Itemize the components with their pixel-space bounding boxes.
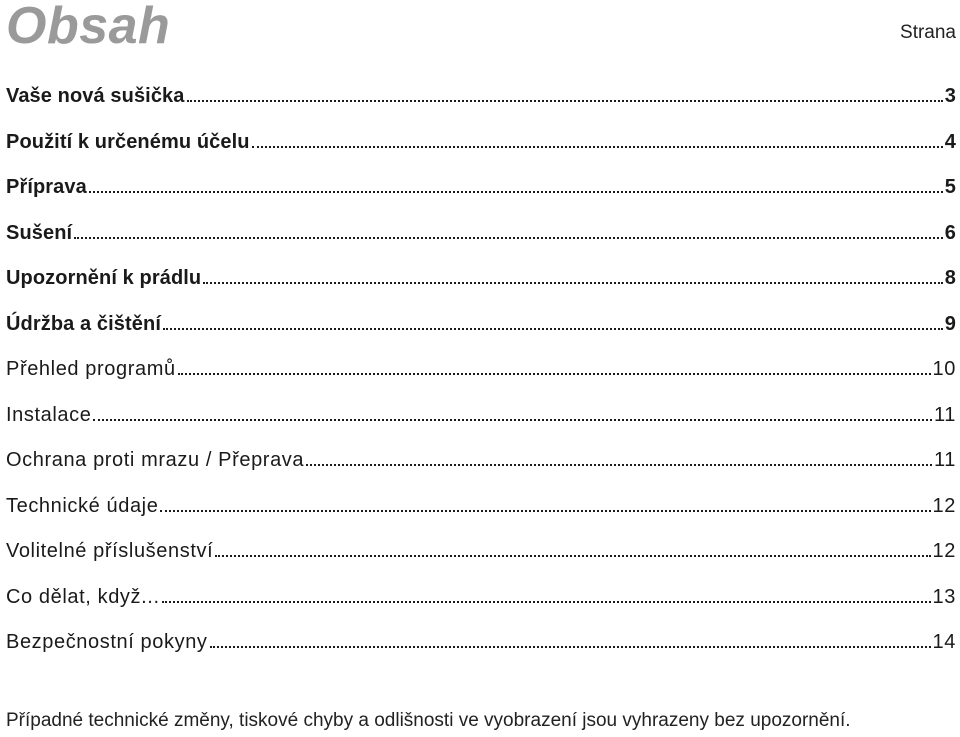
- toc-entry-label: Údržba a čištění: [6, 312, 161, 335]
- toc-dot-leader: [74, 236, 943, 239]
- toc-entry-page-number: 13: [932, 585, 956, 608]
- toc-entry[interactable]: [6, 581, 956, 627]
- toc-entry-page-number: 10: [932, 358, 956, 380]
- toc-entry[interactable]: [6, 171, 956, 217]
- toc-entry-page-number: 12: [932, 494, 956, 517]
- toc-entry-label: Instalace: [6, 403, 92, 426]
- toc-entry-label: Příprava: [6, 176, 87, 198]
- toc-entry-label: Upozornění k prádlu: [6, 267, 202, 289]
- toc-entry-page-number: 3: [944, 85, 956, 107]
- toc-entry-page-number: 12: [932, 540, 956, 562]
- toc-dot-leader: [215, 554, 930, 557]
- toc-dot-leader: [163, 327, 943, 330]
- toc-entry-label: Volitelné příslušenství: [6, 540, 214, 562]
- toc-entry-label: Ochrana proti mrazu / Přeprava: [6, 449, 305, 471]
- toc-dot-leader: [93, 418, 932, 421]
- toc-entry[interactable]: [6, 353, 956, 399]
- toc-dot-leader: [187, 99, 943, 102]
- disclaimer-note: Případné technické změny, tiskové chyby a odlišnosti ve vyobrazení jsou vyhrazeny bez upozornění.: [6, 710, 851, 731]
- toc-entry-label: Přehled programů: [6, 358, 176, 380]
- toc-entry-page-number: 9: [944, 312, 956, 335]
- toc-entry-page-number: 6: [944, 221, 956, 244]
- toc-entry-page-number: 8: [944, 267, 956, 289]
- toc-entry-page-number: 5: [944, 176, 956, 198]
- toc-dot-leader: [162, 600, 931, 603]
- toc-entry[interactable]: [6, 444, 956, 490]
- table-of-contents: [6, 80, 956, 672]
- toc-entry-label: Co dělat, když...: [6, 585, 160, 608]
- toc-entry[interactable]: [6, 217, 956, 263]
- toc-entry[interactable]: [6, 535, 956, 581]
- toc-entry[interactable]: [6, 126, 956, 172]
- toc-entry-label: Sušení: [6, 221, 73, 244]
- toc-entry-page-number: 11: [934, 403, 956, 426]
- toc-entry[interactable]: [6, 80, 956, 126]
- toc-entry-label: Použití k určenému účelu: [6, 130, 250, 153]
- toc-entry[interactable]: [6, 308, 956, 354]
- toc-dot-leader: [252, 145, 943, 148]
- page-column-label: Strana: [900, 22, 956, 43]
- toc-entry[interactable]: [6, 626, 956, 672]
- toc-dot-leader: [178, 372, 931, 375]
- toc-entry-page-number: 4: [944, 130, 956, 153]
- toc-entry-page-number: 11: [934, 449, 956, 471]
- toc-dot-leader: [306, 463, 932, 466]
- toc-entry-page-number: 14: [932, 631, 956, 653]
- toc-dot-leader: [89, 190, 943, 193]
- toc-dot-leader: [203, 281, 943, 284]
- toc-entry[interactable]: [6, 490, 956, 536]
- toc-dot-leader: [160, 509, 930, 512]
- toc-entry[interactable]: [6, 262, 956, 308]
- toc-entry-label: Bezpečnostní pokyny: [6, 631, 208, 653]
- toc-dot-leader: [210, 645, 931, 648]
- page-title: Obsah: [6, 0, 171, 55]
- toc-entry[interactable]: [6, 399, 956, 445]
- toc-entry-label: Vaše nová sušička: [6, 85, 185, 107]
- toc-entry-label: Technické údaje: [6, 494, 159, 517]
